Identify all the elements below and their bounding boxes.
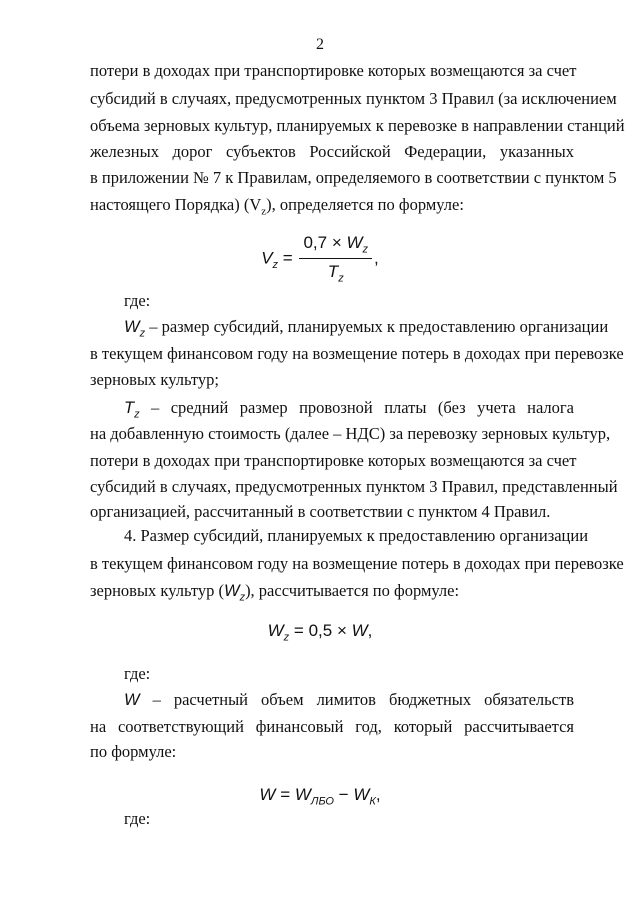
text-line: по формуле:: [90, 742, 177, 761]
minus-sign: −: [338, 785, 349, 804]
text-fragment: – средний размер провозной платы (без учета налога: [139, 398, 574, 417]
text-line: субсидий в случаях, предусмотренных пунктом 3 Правил, представленный: [90, 477, 618, 496]
text-fragment: – расчетный объем лимитов бюджетных обязательств: [139, 690, 574, 709]
page-number: 2: [316, 36, 324, 53]
text-line: [90, 194, 574, 222]
trailing-comma: ,: [375, 785, 381, 804]
subscript: z: [272, 258, 279, 271]
coefficient: 0,5: [308, 621, 333, 640]
where-label: где:: [124, 809, 151, 828]
text-line: 4. Размер субсидий, планируемых к предоставлению организации: [124, 526, 589, 545]
text-line: на добавленную стоимость (далее – НДС) за перевозку зерновых культур,: [90, 424, 611, 443]
text-line: потери в доходах при транспортировке которых возмещаются за счет: [90, 451, 577, 470]
formula-symbol: W: [259, 785, 276, 804]
text-fragment: ), рассчитывается по формуле:: [245, 581, 460, 600]
where-label: где:: [124, 664, 151, 683]
formula-symbol: T: [327, 262, 339, 282]
subscript: z: [283, 631, 290, 644]
fraction-numerator: [299, 233, 372, 259]
subscript: z: [261, 205, 267, 218]
subscript: ЛБО: [310, 795, 334, 808]
text-line: субсидий в случаях, предусмотренных пунктом 3 Правил (за исключением: [90, 89, 617, 108]
text-line: [124, 689, 574, 711]
formula-symbol: W: [346, 233, 363, 252]
formula-wz: [0, 621, 640, 643]
equals-sign: =: [280, 785, 291, 804]
coefficient: 0,7: [303, 233, 328, 252]
where-label: где:: [124, 291, 151, 310]
formula-symbol: $W_z$: [223, 582, 246, 604]
text-line: железных дорог субъектов Российской Федерации, указанных: [90, 142, 574, 161]
text-fragment: ), определяется по формуле:: [266, 195, 464, 214]
text-line: [124, 397, 574, 425]
trailing-comma: ,: [374, 248, 379, 268]
formula-symbol: W: [267, 621, 284, 640]
text-fragment: настоящего Порядка) (V: [90, 195, 262, 214]
subscript: К: [369, 795, 376, 808]
formula-symbol: W: [353, 785, 370, 804]
subscript: z: [338, 272, 344, 285]
text-line: в приложении № 7 к Правилам, определяемого в соответствии с пунктом 5: [90, 168, 617, 187]
equals-sign: =: [293, 621, 304, 640]
formula-symbol: W: [351, 621, 368, 640]
fraction-denominator: [299, 259, 372, 284]
formula-symbol: W: [294, 785, 311, 804]
text-line: [90, 580, 574, 608]
times-sign: ×: [336, 621, 347, 640]
text-line: в текущем финансовом году на возмещение потерь в доходах при перевозке: [90, 344, 624, 363]
formula-symbol: $T_z$: [124, 399, 140, 421]
formula-symbol: W: [124, 691, 140, 709]
text-line: потери в доходах при транспортировке которых возмещаются за счет: [90, 61, 577, 80]
text-line: [124, 316, 609, 344]
formula-vz: [0, 233, 640, 285]
text-fragment: – размер субсидий, планируемых к предоставлению организации: [145, 317, 609, 336]
formula-symbol: $W_z$: [124, 318, 146, 340]
text-line: в текущем финансовом году на возмещение потерь в доходах при перевозке: [90, 554, 624, 573]
trailing-comma: ,: [367, 621, 373, 640]
formula-symbol: V: [261, 248, 273, 268]
subscript: z: [362, 243, 369, 256]
text-line: объема зерновых культур, планируемых к перевозке в направлении станций: [90, 116, 625, 135]
text-fragment: зерновых культур (: [90, 581, 224, 600]
fraction: [299, 233, 372, 285]
text-line: зерновых культур;: [90, 370, 219, 389]
text-line: организацией, рассчитанный в соответствии с пунктом 4 Правил.: [90, 502, 551, 521]
equals-sign: =: [282, 248, 293, 268]
times-sign: ×: [331, 233, 342, 252]
text-line: на соответствующий финансовый год, который рассчитывается: [90, 717, 574, 736]
formula-w: [0, 785, 640, 807]
